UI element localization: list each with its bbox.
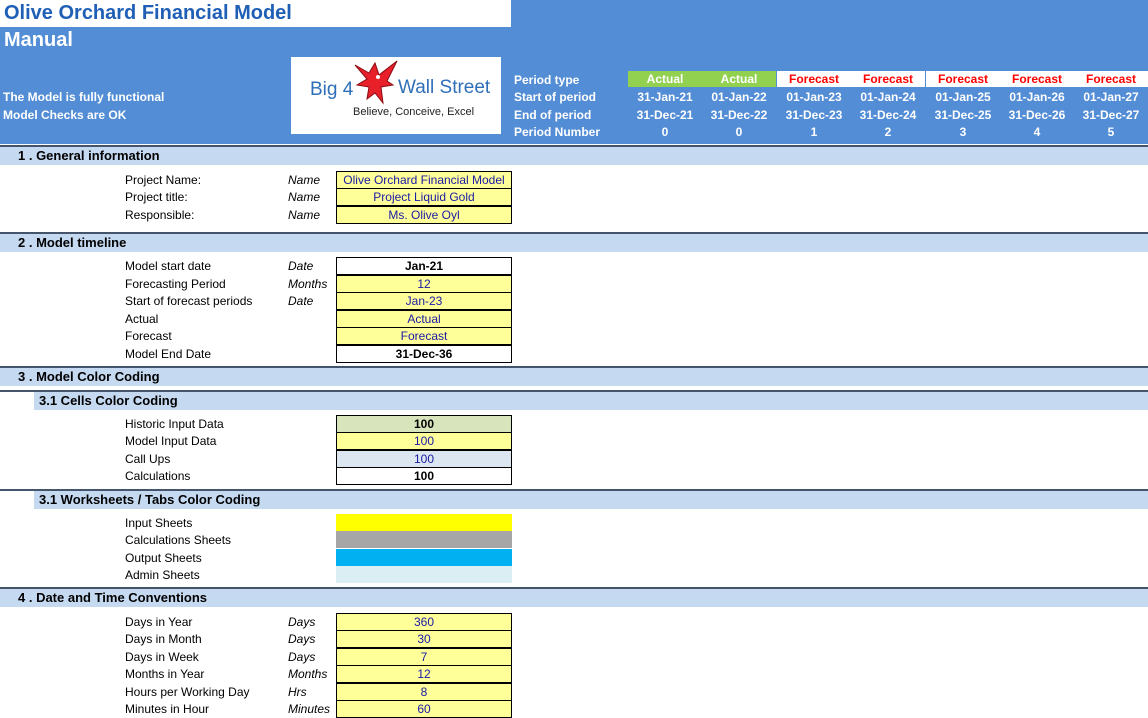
row-unit: Name [288,208,321,222]
period-number-cell[interactable]: 5 [1107,125,1115,139]
logo-text-right: Wall Street [398,77,491,98]
row-label: Calculations Sheets [125,533,232,547]
period-type-cell[interactable]: Forecast [777,71,851,87]
input-sheets-swatch [336,514,512,531]
period-start-cell[interactable]: 01-Jan-23 [786,90,842,104]
row-label: Forecasting Period [125,277,226,291]
project-title-input[interactable]: Project Liquid Gold [336,188,512,206]
row-label: Project Name: [125,173,202,187]
section-general-information [0,145,1148,165]
status-functional: The Model is fully functional [3,90,165,104]
label-period-number: Period Number [514,125,601,139]
days-in-year-input[interactable]: 360 [336,613,512,631]
period-number-cell[interactable]: 0 [735,125,743,139]
period-type-cell[interactable]: Forecast [851,71,925,87]
period-start-cell[interactable]: 31-Jan-21 [637,90,693,104]
period-type-cell[interactable]: Forecast [1000,71,1074,87]
row-label: Months in Year [125,667,205,681]
period-start-cell[interactable]: 01-Jan-22 [711,90,767,104]
output-sheets-swatch [336,549,512,566]
period-start-cell[interactable]: 01-Jan-25 [935,90,991,104]
model-start-date-cell[interactable]: Jan-21 [336,257,512,275]
period-start-cell[interactable]: 01-Jan-24 [860,90,916,104]
eagle-icon [353,59,399,109]
row-label: Historic Input Data [125,417,224,431]
row-label: Hours per Working Day [125,685,250,699]
company-logo [291,57,501,134]
historic-input-cell[interactable]: 100 [336,415,512,433]
model-end-date-cell[interactable]: 31-Dec-36 [336,345,512,363]
row-unit: Date [288,259,314,273]
period-end-cell[interactable]: 31-Dec-23 [785,108,843,122]
forecasting-period-input[interactable]: 12 [336,275,512,293]
row-label: Calculations [125,469,191,483]
minutes-in-hour-input[interactable]: 60 [336,700,512,718]
period-end-cell[interactable]: 31-Dec-22 [710,108,768,122]
section-model-timeline [0,232,1148,252]
subsection-title: 3.1 Worksheets / Tabs Color Coding [39,492,261,507]
row-label: Call Ups [125,452,171,466]
section-title: 3 . Model Color Coding [18,369,160,384]
section-date-time-conventions [0,587,1148,607]
period-start-cell[interactable]: 01-Jan-27 [1083,90,1139,104]
row-unit: Months [288,667,328,681]
row-label: Days in Year [125,615,193,629]
title-box [0,0,511,27]
row-label: Days in Week [125,650,199,664]
period-end-cell[interactable]: 31-Dec-26 [1008,108,1066,122]
logo-text-left: Big 4 [310,79,354,100]
row-unit: Date [288,294,314,308]
row-label: Output Sheets [125,551,202,565]
row-unit: Days [288,650,316,664]
hours-per-day-input[interactable]: 8 [336,683,512,701]
subsection-title: 3.1 Cells Color Coding [39,393,178,408]
logo-tagline: Believe, Conceive, Excel [353,106,475,118]
call-ups-cell[interactable]: 100 [336,450,512,468]
row-label: Forecast [125,329,172,343]
period-number-cell[interactable]: 0 [661,125,669,139]
row-unit: Name [288,190,321,204]
row-label: Start of forecast periods [125,294,253,308]
section-model-color-coding [0,366,1148,386]
model-input-cell[interactable]: 100 [336,432,512,450]
responsible-input[interactable]: Ms. Olive Oyl [336,206,512,224]
period-number-cell[interactable]: 1 [810,125,818,139]
row-unit: Days [288,632,316,646]
subsection-cells-color-coding [0,390,1148,410]
row-label: Days in Month [125,632,202,646]
period-end-cell[interactable]: 31-Dec-25 [934,108,992,122]
period-number-cell[interactable]: 2 [884,125,892,139]
row-label: Responsible: [125,208,195,222]
model-header [0,0,1148,144]
row-label: Model start date [125,259,212,273]
row-unit: Minutes [288,702,331,716]
row-unit: Months [288,277,328,291]
section-title: 1 . General information [18,148,160,163]
project-name-input[interactable]: Olive Orchard Financial Model [336,171,512,189]
period-number-cell[interactable]: 3 [959,125,967,139]
label-end-period: End of period [514,108,592,122]
period-start-cell[interactable]: 01-Jan-26 [1009,90,1065,104]
section-title: 2 . Model timeline [18,235,127,250]
row-label: Minutes in Hour [125,702,210,716]
row-label: Model End Date [125,347,212,361]
row-label: Project title: [125,190,188,204]
subsection-tabs-color-coding [0,489,1148,509]
months-in-year-input[interactable]: 12 [336,665,512,683]
section-title: 4 . Date and Time Conventions [18,590,208,605]
calculations-cell[interactable]: 100 [336,467,512,485]
period-type-cell[interactable]: Actual [702,71,776,87]
period-type-cell[interactable]: Forecast [1074,71,1148,87]
calculation-sheets-swatch [336,531,512,548]
label-start-period: Start of period [514,90,597,104]
admin-sheets-swatch [336,566,512,583]
row-unit: Name [288,173,321,187]
actual-label-input[interactable]: Actual [336,310,512,328]
forecast-start-input[interactable]: Jan-23 [336,292,512,310]
row-unit: Days [288,615,316,629]
period-end-cell[interactable]: 31-Dec-21 [636,108,694,122]
days-in-week-input[interactable]: 7 [336,648,512,666]
row-label: Admin Sheets [125,568,200,582]
model-title: Olive Orchard Financial Model [4,2,292,24]
row-label: Model Input Data [125,434,217,448]
period-type-cell[interactable]: Actual [628,71,702,87]
status-checks: Model Checks are OK [3,108,127,122]
forecast-label-input[interactable]: Forecast [336,327,512,345]
row-unit: Hrs [288,685,307,699]
period-end-cell[interactable]: 31-Dec-27 [1082,108,1140,122]
row-label: Actual [125,312,159,326]
days-in-month-input[interactable]: 30 [336,630,512,648]
period-end-cell[interactable]: 31-Dec-24 [859,108,917,122]
sheet-name: Manual [4,29,73,51]
period-type-cell[interactable]: Forecast [926,71,1000,87]
row-label: Input Sheets [125,516,193,530]
period-number-cell[interactable]: 4 [1033,125,1041,139]
label-period-type: Period type [514,73,580,87]
